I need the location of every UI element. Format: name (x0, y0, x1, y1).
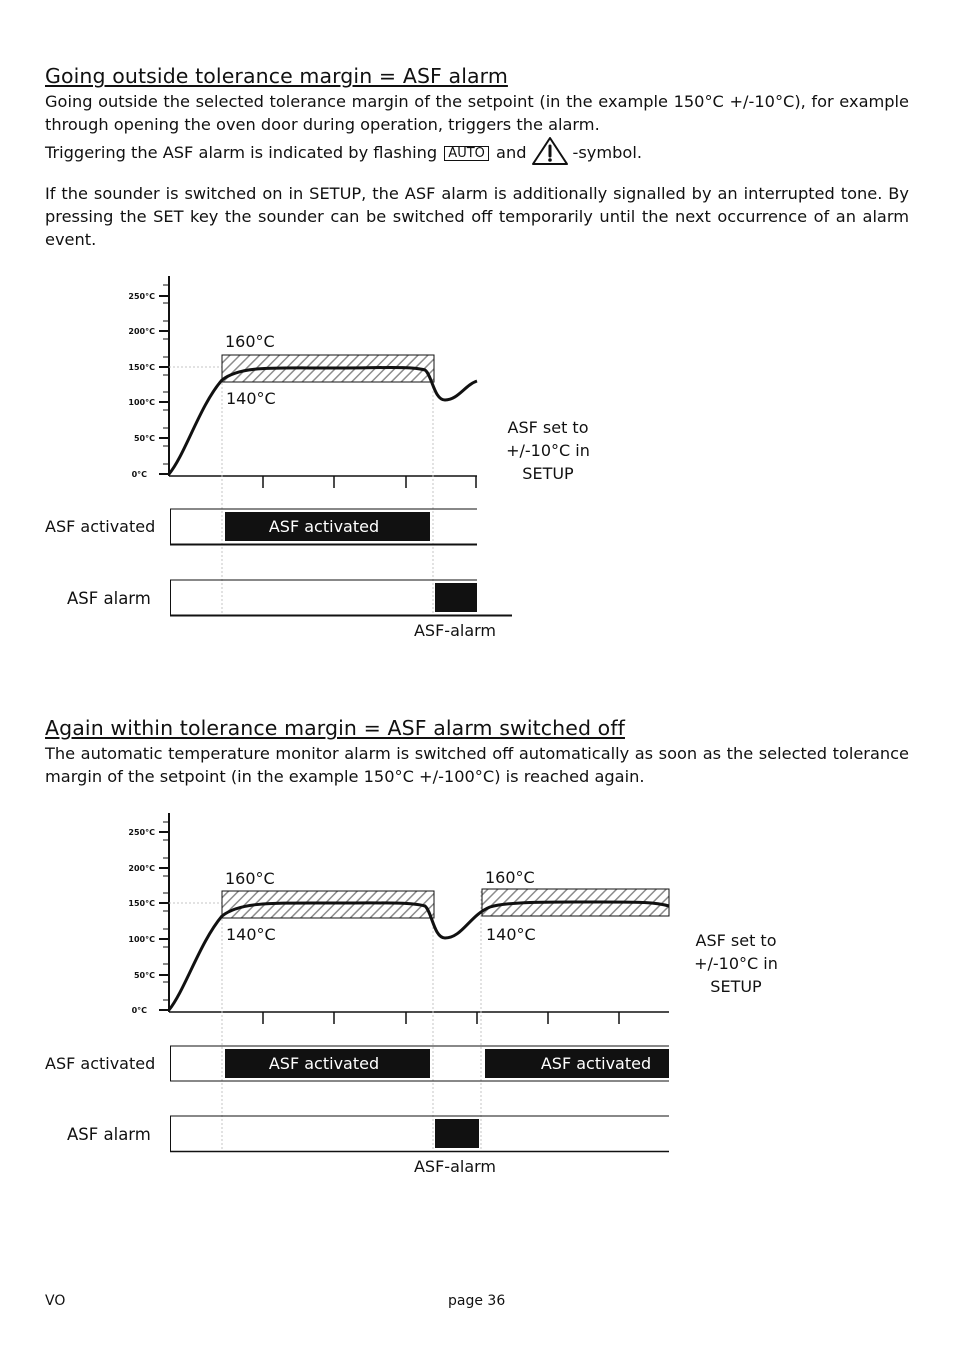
chart1-major-ticks (159, 296, 169, 474)
chart2-tick-50: 50°C (133, 971, 155, 980)
chart1-tick-250: 250°C (128, 292, 155, 301)
chart2-label-160-a: 160°C (225, 869, 275, 888)
chart1-row-alarm-label: ASF alarm (67, 589, 151, 608)
chart1-label-140: 140°C (226, 389, 276, 408)
chart2-guides (169, 891, 481, 1150)
chart2-tick-100: 100°C (128, 935, 155, 944)
section1-heading: Going outside tolerance margin = ASF alarm (45, 64, 508, 88)
section2-paragraph-1: The automatic temperature monitor alarm is switched off automatically as soon as the selected tolerance margin of the setpoint (in the example 150°C +/-100°C) is reached again. (45, 744, 909, 786)
footer-left: VO (45, 1293, 66, 1309)
chart1-alarm-bar (435, 583, 477, 612)
chart1-tick-150: 150°C (128, 363, 155, 372)
chart1-tick-200: 200°C (128, 327, 155, 336)
section1-paragraph-3: If the sounder is switched on in SETUP, the ASF alarm is additionally signalled by an interrupted tone. By pressing the SET key the sounder can be switched off temporarily until the next occurrence of an alarm event. (45, 184, 909, 249)
chart2-activated-bar-a-text: ASF activated (268, 1054, 380, 1073)
chart2-tick-150: 150°C (128, 899, 155, 908)
chart1-tick-0: 0°C (131, 470, 147, 479)
chart2-time-ticks (263, 1012, 619, 1024)
chart2-tick-200: 200°C (128, 864, 155, 873)
chart1-alarm-caption: ASF-alarm (413, 621, 497, 640)
chart2-label-140-a: 140°C (226, 925, 276, 944)
para2-text-before: Triggering the ASF alarm is indicated by flashing (45, 143, 438, 162)
chart2-activated-bar-b-text: ASF activated (540, 1054, 652, 1073)
section2-heading: Again within tolerance margin = ASF alarm switched off (45, 716, 625, 740)
chart1-note-line-1: ASF set to (507, 418, 589, 437)
chart1-label-160: 160°C (225, 332, 275, 351)
chart2-note-line-3: SETUP (710, 977, 762, 996)
chart1-row-activated-label: ASF activated (45, 517, 156, 536)
chart2-alarm-caption: ASF-alarm (413, 1157, 497, 1176)
chart1-temperature-curve (169, 368, 477, 475)
chart1-note-line-2: +/-10°C in (506, 441, 590, 460)
chart2-alarm-bar (435, 1119, 479, 1148)
para2-text-and: and (496, 143, 527, 162)
chart2-label-160-b: 160°C (485, 868, 535, 887)
chart1-tick-50: 50°C (133, 434, 155, 443)
chart2-tick-250: 250°C (128, 828, 155, 837)
para2-text-after: -symbol. (572, 143, 642, 162)
auto-indicator: AUTO (444, 146, 489, 161)
chart1-guides (169, 355, 433, 614)
chart2-tick-0: 0°C (131, 1006, 147, 1015)
chart1-time-ticks (263, 476, 476, 488)
chart2-row-alarm-label: ASF alarm (67, 1125, 151, 1144)
chart1-tick-100: 100°C (128, 398, 155, 407)
chart2-note-line-2: +/-10°C in (694, 954, 778, 973)
chart1-note-line-3: SETUP (522, 464, 574, 483)
chart2-row-activated-label: ASF activated (45, 1054, 156, 1073)
chart2-major-ticks (159, 832, 169, 1010)
chart2-label-140-b: 140°C (486, 925, 536, 944)
page-number: page 36 (448, 1293, 506, 1309)
chart2-note-line-1: ASF set to (695, 931, 777, 950)
chart1-activated-bar-text: ASF activated (268, 517, 380, 536)
section1-paragraph-1: Going outside the selected tolerance margin of the setpoint (in the example 150°C +/-10°C), for example through opening the oven door during operation, triggers the alarm. (45, 92, 909, 134)
